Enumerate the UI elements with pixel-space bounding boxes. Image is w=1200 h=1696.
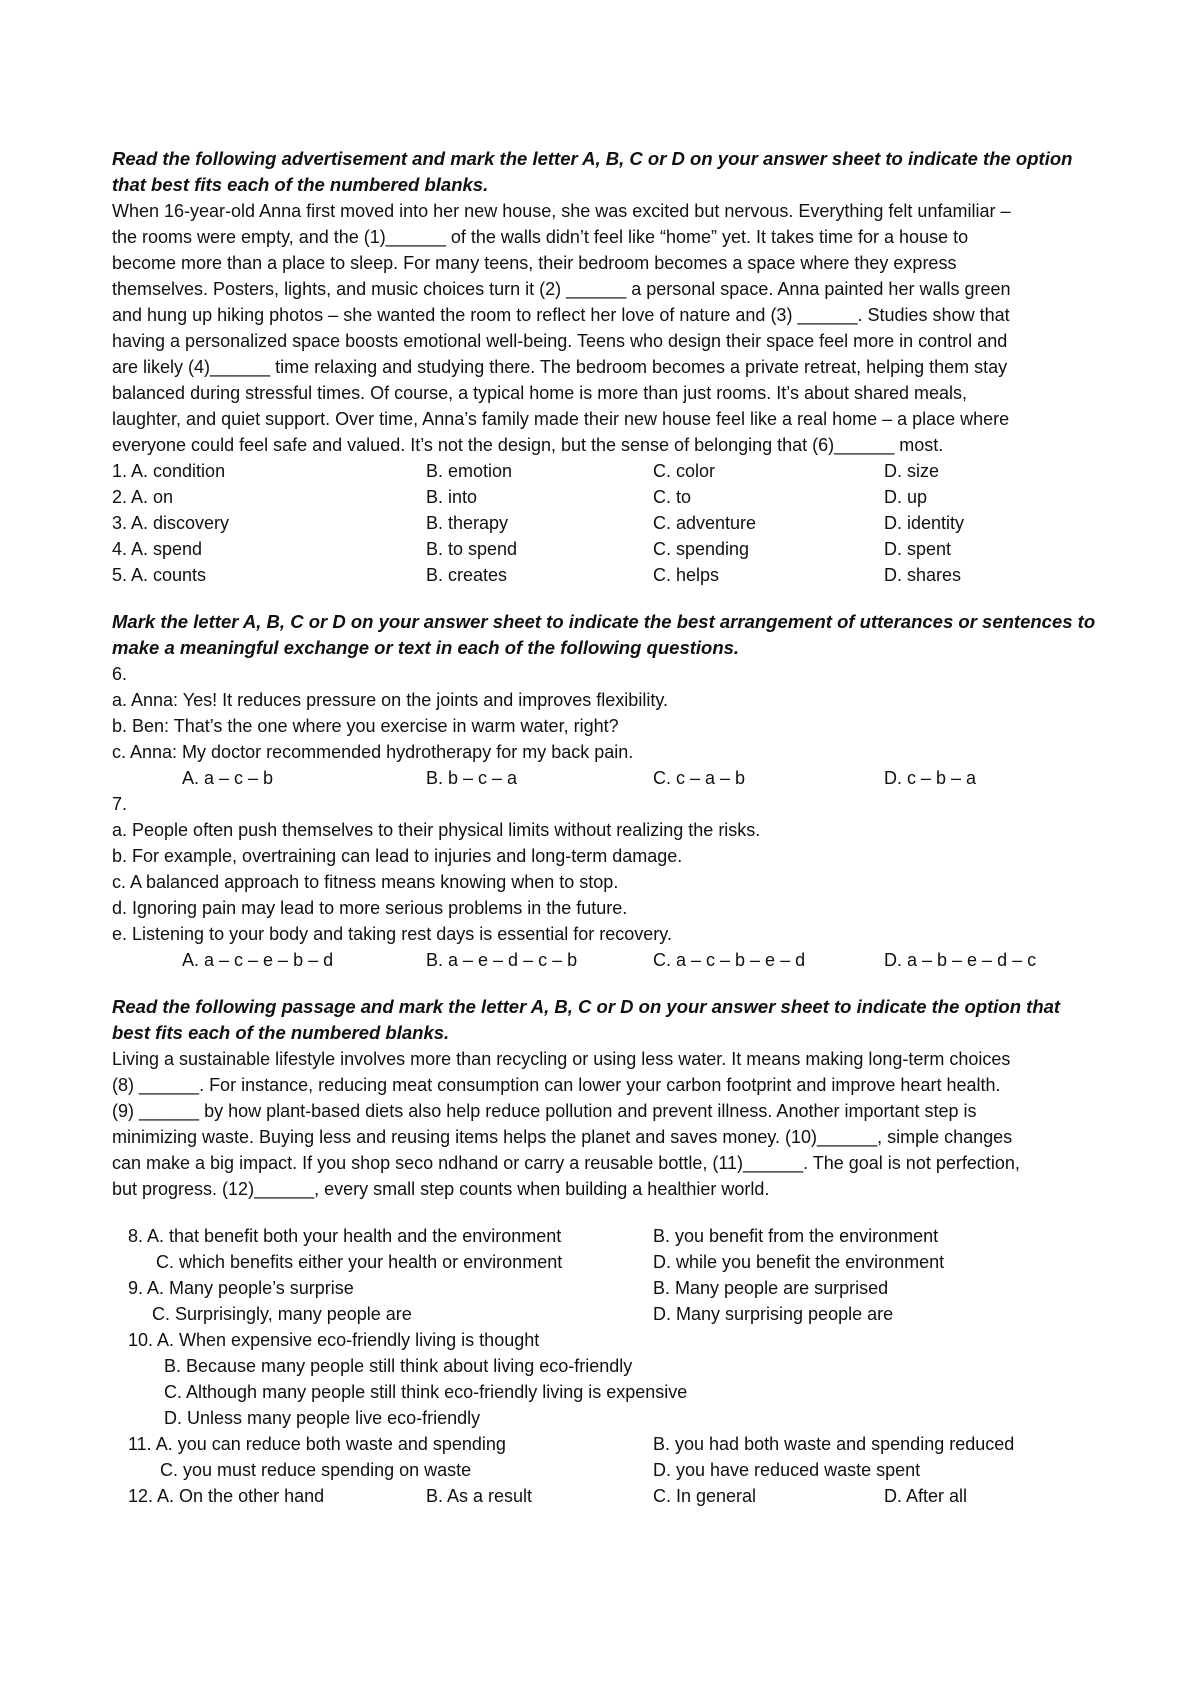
utterance-line: a. Anna: Yes! It reduces pressure on the joints and improves flexibility. <box>112 690 668 710</box>
question-11-row-2 <box>112 1457 1096 1483</box>
option-a: 5. A. counts <box>112 565 207 585</box>
question-6-number: 6. <box>112 664 128 684</box>
heading-line: best fits each of the numbered blanks. <box>112 1022 450 1043</box>
option-a: 3. A. discovery <box>112 513 230 533</box>
passage-line: the rooms were empty, and the (1)______ of the walls didn’t feel like “home” yet. It takes time for a house to <box>112 227 969 247</box>
sentence-line: b. For example, overtraining can lead to injuries and long-term damage. <box>112 846 683 866</box>
question-5-options <box>112 562 1096 588</box>
option-d: D. Many surprising people are <box>653 1304 894 1324</box>
heading-line: that best fits each of the numbered blanks. <box>112 174 489 195</box>
question-10-a <box>112 1327 1096 1353</box>
passage-line: themselves. Posters, lights, and music choices turn it (2) ______ a personal space. Anna painted her walls green <box>112 279 1011 299</box>
question-7-options <box>112 947 1096 973</box>
question-6-options <box>112 765 1096 791</box>
option-d: D. a – b – e – d – c <box>884 950 1037 970</box>
sentence-line: c. A balanced approach to fitness means knowing when to stop. <box>112 872 619 892</box>
option-b: B. creates <box>426 565 508 585</box>
option-c: C. adventure <box>653 513 757 533</box>
option-c: C. which benefits either your health or environment <box>156 1252 563 1272</box>
option-a: 2. A. on <box>112 487 174 507</box>
option-a: A. a – c – e – b – d <box>182 950 334 970</box>
option-d: D. Unless many people live eco-friendly <box>164 1408 481 1428</box>
question-9-row-1 <box>112 1275 1096 1301</box>
section1-heading <box>112 146 1096 198</box>
option-c: C. color <box>653 461 716 481</box>
spacer <box>112 1202 1096 1223</box>
option-b: B. emotion <box>426 461 513 481</box>
passage-line: (9) ______ by how plant-based diets also help reduce pollution and prevent illness. Another important step is <box>112 1101 977 1121</box>
option-c: C. Although many people still think eco-friendly living is expensive <box>164 1382 688 1402</box>
spacer <box>112 588 1096 609</box>
utterance-line: b. Ben: That’s the one where you exercise in warm water, right? <box>112 716 619 736</box>
heading-line: Read the following passage and mark the letter A, B, C or D on your answer sheet to indicate the option that <box>112 996 1061 1017</box>
option-b: B. you benefit from the environment <box>653 1226 939 1246</box>
question-12-options <box>112 1483 1096 1509</box>
option-d: D. size <box>884 461 940 481</box>
passage-line: become more than a place to sleep. For many teens, their bedroom becomes a space where they express <box>112 253 957 273</box>
sentence-line: d. Ignoring pain may lead to more serious problems in the future. <box>112 898 628 918</box>
passage-line: balanced during stressful times. Of course, a typical home is more than just rooms. It’s about shared meals, <box>112 383 968 403</box>
option-d: D. shares <box>884 565 962 585</box>
question-2-options <box>112 484 1096 510</box>
option-c: C. c – a – b <box>653 768 746 788</box>
option-c: C. Surprisingly, many people are <box>152 1304 412 1324</box>
option-a: 12. A. On the other hand <box>128 1486 325 1506</box>
passage-line: (8) ______. For instance, reducing meat consumption can lower your carbon footprint and improve heart health. <box>112 1075 1001 1095</box>
option-b: B. Because many people still think about living eco-friendly <box>164 1356 633 1376</box>
passage-line: can make a big impact. If you shop seco ndhand or carry a reusable bottle, (11)______. The goal is not perfection, <box>112 1153 1020 1173</box>
question-8-row-2 <box>112 1249 1096 1275</box>
option-d: D. you have reduced waste spent <box>653 1460 921 1480</box>
heading-line: Mark the letter A, B, C or D on your answer sheet to indicate the best arrangement of utterances or sentences to <box>112 611 1096 632</box>
passage-line: are likely (4)______ time relaxing and studying there. The bedroom becomes a private retreat, helping them stay <box>112 357 1008 377</box>
spacer <box>112 973 1096 994</box>
worksheet-content <box>112 146 1096 1509</box>
option-d: D. c – b – a <box>884 768 977 788</box>
section2-heading <box>112 609 1096 661</box>
option-a: A. a – c – b <box>182 768 274 788</box>
option-d: D. up <box>884 487 928 507</box>
question-9-row-2 <box>112 1301 1096 1327</box>
section3-heading <box>112 994 1096 1046</box>
option-b: B. therapy <box>426 513 509 533</box>
question-10-d <box>112 1405 1096 1431</box>
question-11-row-1 <box>112 1431 1096 1457</box>
passage-line: and hung up hiking photos – she wanted the room to reflect her love of nature and (3) ______. Studies show that <box>112 305 1010 325</box>
option-a: 8. A. that benefit both your health and the environment <box>128 1226 562 1246</box>
option-a: 11. A. you can reduce both waste and spending <box>128 1434 506 1454</box>
sentence-line: e. Listening to your body and taking rest days is essential for recovery. <box>112 924 672 944</box>
option-a: 4. A. spend <box>112 539 203 559</box>
section3-passage <box>112 1046 1096 1202</box>
option-b: B. a – e – d – c – b <box>426 950 578 970</box>
passage-line: Living a sustainable lifestyle involves more than recycling or using less water. It means making long-term choices <box>112 1049 1011 1069</box>
option-d: D. After all <box>884 1486 968 1506</box>
passage-line: everyone could feel safe and valued. It’s not the design, but the sense of belonging that (6)______ most. <box>112 435 944 455</box>
question-10-c <box>112 1379 1096 1405</box>
question-3-options <box>112 510 1096 536</box>
sentence-line: a. People often push themselves to their physical limits without realizing the risks. <box>112 820 761 840</box>
heading-line: Read the following advertisement and mark the letter A, B, C or D on your answer sheet to indicate the option <box>112 148 1073 169</box>
option-c: C. spending <box>653 539 750 559</box>
heading-line: make a meaningful exchange or text in each of the following questions. <box>112 637 740 658</box>
option-d: D. identity <box>884 513 965 533</box>
option-c: C. a – c – b – e – d <box>653 950 806 970</box>
option-a: 1. A. condition <box>112 461 226 481</box>
question-1-options <box>112 458 1096 484</box>
section1-passage <box>112 198 1096 458</box>
utterance-line: c. Anna: My doctor recommended hydrotherapy for my back pain. <box>112 742 634 762</box>
passage-line: but progress. (12)______, every small step counts when building a healthier world. <box>112 1179 770 1199</box>
option-b: B. b – c – a <box>426 768 518 788</box>
passage-line: When 16-year-old Anna first moved into her new house, she was excited but nervous. Everything felt unfamiliar – <box>112 201 1011 221</box>
question-8-row-1 <box>112 1223 1096 1249</box>
option-c: C. you must reduce spending on waste <box>160 1460 472 1480</box>
passage-line: minimizing waste. Buying less and reusing items helps the planet and saves money. (10)______, simple changes <box>112 1127 1013 1147</box>
option-b: B. As a result <box>426 1486 533 1506</box>
question-4-options <box>112 536 1096 562</box>
option-d: D. while you benefit the environment <box>653 1252 945 1272</box>
option-a: 9. A. Many people’s surprise <box>128 1278 354 1298</box>
option-d: D. spent <box>884 539 952 559</box>
question-10-b <box>112 1353 1096 1379</box>
passage-line: laughter, and quiet support. Over time, Anna’s family made their new house feel like a real home – a place where <box>112 409 1010 429</box>
option-c: C. In general <box>653 1486 757 1506</box>
option-b: B. to spend <box>426 539 518 559</box>
passage-line: having a personalized space boosts emotional well-being. Teens who design their space feel more in control and <box>112 331 1008 351</box>
option-b: B. into <box>426 487 478 507</box>
question-7-number: 7. <box>112 794 128 814</box>
option-a: 10. A. When expensive eco-friendly living is thought <box>128 1330 540 1350</box>
option-b: B. Many people are surprised <box>653 1278 889 1298</box>
option-c: C. helps <box>653 565 720 585</box>
option-b: B. you had both waste and spending reduced <box>653 1434 1015 1454</box>
option-c: C. to <box>653 487 692 507</box>
